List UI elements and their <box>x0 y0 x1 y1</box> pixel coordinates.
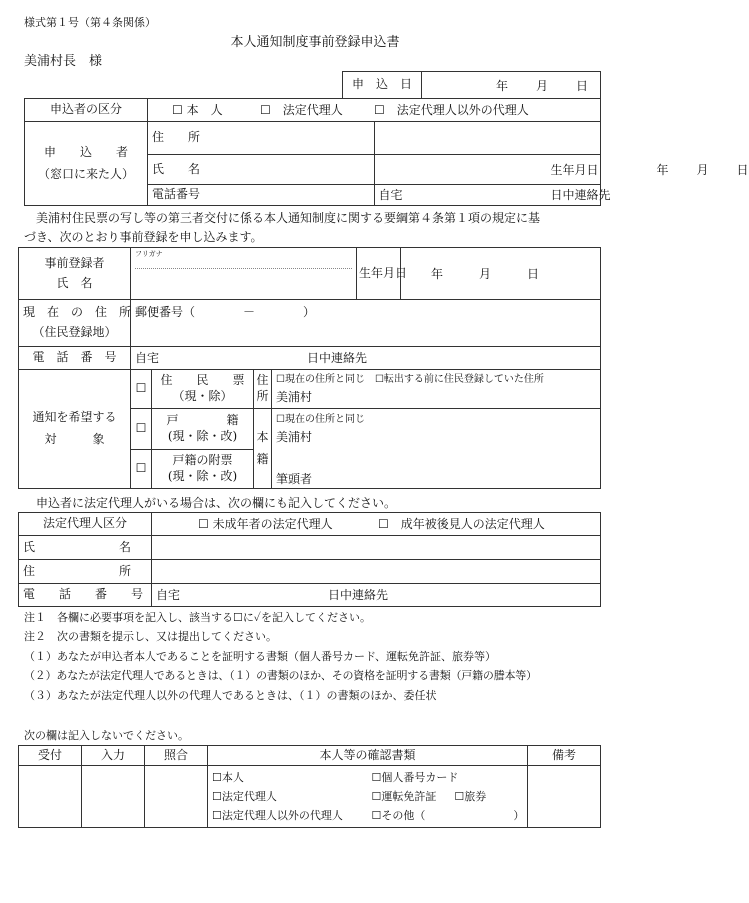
legal-rep-address-label: 住 所 <box>19 560 152 584</box>
juminhyo-line1: 住 民 票 <box>160 373 245 388</box>
office-col-remarks: 備考 <box>528 746 601 766</box>
office-verify-cell[interactable] <box>145 766 208 828</box>
legal-rep-daytime-label: 日中連絡先 <box>328 588 389 602</box>
legal-rep-option-minor[interactable]: ☐ 未成年者の法定代理人 <box>198 517 333 531</box>
koseki-line2: (現・除・改) <box>167 429 238 443</box>
applicant-birth-year: 年 <box>656 163 669 177</box>
office-table <box>18 745 601 828</box>
registrant-label-line2: 氏 名 <box>56 275 93 290</box>
applicant-home-label: 自宅 <box>378 188 403 202</box>
registrant-label-line1: 事前登録者 <box>44 255 105 270</box>
honseki-field[interactable] <box>272 409 601 489</box>
applicant-birth-day: 日 <box>736 163 749 177</box>
fuhyo-line2: (現・除・改) <box>167 469 238 483</box>
form-number: 様式第１号（第４条関係） <box>24 16 156 29</box>
apply-date-label: 申 込 日 <box>343 72 422 99</box>
registrant-address-field[interactable] <box>131 300 601 347</box>
office-receipt-cell[interactable] <box>19 766 82 828</box>
applicant-option-legal-rep[interactable]: ☐ 法定代理人 <box>260 103 343 117</box>
legal-rep-category-options <box>152 513 601 536</box>
intro-line-2: づき、次のとおり事前登録を申し込みます。 <box>24 230 263 244</box>
office-col-verify: 照合 <box>145 746 208 766</box>
fuhyo-line1: 戸籍の附票 <box>172 453 233 468</box>
furigana-divider <box>135 268 352 269</box>
notify-label-line1: 通知を希望する <box>32 410 117 425</box>
note-item-1: （１）あなたが申込者本人であることを証明する書類（個人番号カード、運転免許証、旅券等） <box>24 650 497 663</box>
form-title: 本人通知制度事前登録申込書 <box>230 35 400 50</box>
applicant-label-line1: 申 込 者 <box>43 144 128 159</box>
notify-label <box>19 370 131 489</box>
notify-label-line2: 対 象 <box>44 432 105 446</box>
office-heading: 次の欄は記入しないでください。 <box>24 729 189 742</box>
apply-month: 月 <box>536 79 549 93</box>
office-opt-mynumber[interactable]: ☐個人番号カード <box>371 770 459 784</box>
notify-item-fuhyo <box>152 450 254 489</box>
registrant-birth-month: 月 <box>479 267 492 281</box>
office-col-input: 入力 <box>82 746 145 766</box>
office-input-cell[interactable] <box>82 766 145 828</box>
notify-check-fuhyo[interactable]: ☐ <box>131 450 152 489</box>
registrant-phone-field[interactable] <box>131 347 601 370</box>
registrant-label <box>19 248 131 300</box>
office-opt-legal-rep[interactable]: ☐法定代理人 <box>212 789 277 803</box>
juusho-char-2: 所 <box>256 389 269 403</box>
registrant-address-label <box>19 300 131 347</box>
legal-rep-home-label: 自宅 <box>156 588 181 602</box>
registrant-birth-label: 生年月日 <box>357 248 401 300</box>
legal-rep-phone-field[interactable] <box>152 584 601 607</box>
note-item-3: （３）あなたが法定代理人以外の代理人であるときは、（１）の書類のほか、委任状 <box>24 689 437 702</box>
registrant-name-field[interactable] <box>131 248 357 300</box>
legal-rep-table <box>18 512 601 607</box>
legal-rep-phone-label: 電 話 番 号 <box>19 584 152 607</box>
applicant-address-field[interactable] <box>374 122 601 155</box>
office-opt-passport[interactable]: ☐旅券 <box>454 789 487 803</box>
applicant-phone-field[interactable] <box>374 185 611 206</box>
honseki-char-2: 籍 <box>256 451 269 466</box>
registrant-birth-day: 日 <box>527 267 540 281</box>
office-id-left <box>208 766 368 828</box>
juusho-options: ☐現在の住所と同じ ☐転出する前に住民登録していた住所 <box>276 374 544 385</box>
applicant-daytime-label: 日中連絡先 <box>550 188 611 202</box>
juusho-field[interactable] <box>272 370 601 409</box>
office-opt-other[interactable]: ☐その他（ ） <box>371 809 525 823</box>
honseki-char-1: 本 <box>256 429 269 444</box>
applicant-birth-label: 生年月日 <box>550 163 599 177</box>
registrant-birth-field[interactable] <box>401 248 601 300</box>
registrant-daytime-label: 日中連絡先 <box>307 351 368 365</box>
office-opt-self[interactable]: ☐本人 <box>212 770 244 784</box>
honseki-option: ☐現在の住所と同じ <box>276 414 365 425</box>
applicant-table <box>24 98 749 206</box>
registrant-birth-year: 年 <box>431 267 444 281</box>
legal-rep-name-label: 氏 名 <box>19 536 152 560</box>
notify-check-juminhyo[interactable]: ☐ <box>131 370 152 409</box>
applicant-name-field[interactable] <box>374 155 749 185</box>
head-of-family-label: 筆頭者 <box>276 472 313 486</box>
juusho-label <box>254 370 272 409</box>
apply-date-table <box>342 71 601 99</box>
honseki-village: 美浦村 <box>276 430 313 444</box>
applicant-category-label: 申込者の区分 <box>25 99 148 122</box>
applicant-option-self[interactable]: ☐ 本 人 <box>172 103 223 117</box>
office-id-right <box>368 766 528 828</box>
registrant-table <box>18 247 601 489</box>
notify-check-koseki[interactable]: ☐ <box>131 409 152 450</box>
office-col-receipt: 受付 <box>19 746 82 766</box>
registrant-address-label-line1: 現 在 の 住 所 <box>23 305 132 320</box>
notify-item-koseki <box>152 409 254 450</box>
juusho-village: 美浦村 <box>276 390 313 404</box>
honseki-label <box>254 409 272 489</box>
apply-date-field[interactable] <box>422 72 601 99</box>
applicant-label-line2: （窓口に来た人） <box>37 166 134 181</box>
applicant-address-label: 住 所 <box>148 122 375 155</box>
apply-year: 年 <box>496 79 509 93</box>
applicant-option-other-agent[interactable]: ☐ 法定代理人以外の代理人 <box>374 103 529 117</box>
intro-line-1: 美浦村住民票の写し等の第三者交付に係る本人通知制度に関する要綱第４条第１項の規定に基 <box>36 211 541 225</box>
office-opt-other-agent[interactable]: ☐法定代理人以外の代理人 <box>212 809 343 823</box>
koseki-line1: 戸 籍 <box>166 413 239 428</box>
apply-day: 日 <box>576 79 589 93</box>
registrant-home-label: 自宅 <box>135 351 160 365</box>
juusho-char-1: 住 <box>256 373 269 388</box>
applicant-category-options <box>148 99 601 122</box>
applicant-phone-label: 電話番号 <box>148 185 375 206</box>
furigana-label: フリガナ <box>135 250 163 258</box>
legal-rep-category-label: 法定代理人区分 <box>19 513 152 536</box>
office-remarks-cell[interactable] <box>528 766 601 828</box>
note-1: 注１ 各欄に必要事項を記入し、該当する☐に✓を記入してください。 <box>24 611 371 624</box>
registrant-phone-label: 電 話 番 号 <box>19 347 131 370</box>
juminhyo-line2: （現・除） <box>172 389 233 403</box>
notify-item-juminhyo <box>152 370 254 409</box>
registrant-address-label-line2: （住民登録地） <box>32 325 117 339</box>
applicant-label <box>25 122 148 206</box>
legal-rep-name-field[interactable] <box>152 536 601 560</box>
addressee: 美浦村長 様 <box>24 54 103 69</box>
legal-rep-note: 申込者に法定代理人がいる場合は、次の欄にも記入してください。 <box>36 496 397 510</box>
note-item-2: （２）あなたが法定代理人であるときは、（１）の書類のほか、その資格を証明する書類（戸籍の謄本等） <box>24 669 537 682</box>
office-opt-license[interactable]: ☐運転免許証 <box>371 789 437 803</box>
legal-rep-option-adult-ward[interactable]: ☐ 成年被後見人の法定代理人 <box>378 517 545 531</box>
applicant-name-label: 氏 名 <box>148 155 375 185</box>
postal-code-label: 郵便番号（ － ） <box>135 305 316 319</box>
applicant-birth-month: 月 <box>696 163 709 177</box>
note-2: 注２ 次の書類を提示し、又は提出してください。 <box>24 630 277 643</box>
office-col-id-docs: 本人等の確認書類 <box>208 746 528 766</box>
legal-rep-address-field[interactable] <box>152 560 601 584</box>
